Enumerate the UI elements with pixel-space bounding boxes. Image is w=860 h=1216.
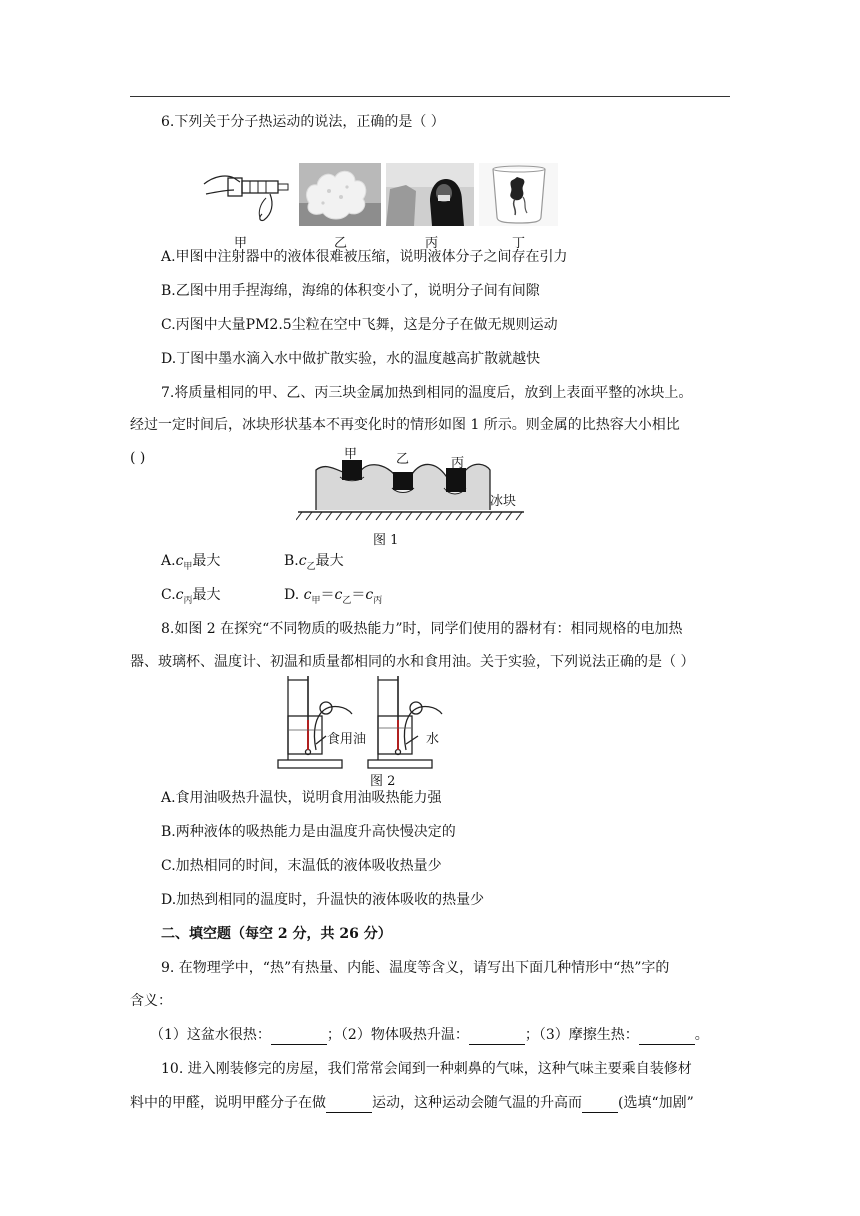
q8-label-water: 水 (426, 732, 440, 747)
q6-option-a: A.甲图中注射器中的液体很难被压缩，说明液体分子之间存在引力 (161, 249, 568, 265)
header-rule (130, 96, 730, 97)
q6-image-ding (479, 163, 558, 226)
q6-image-bing (386, 163, 474, 226)
q7-option-c: $C.c_丙$最大 (161, 587, 221, 606)
q7-option-b: $B.c_乙$最大 (284, 553, 344, 572)
q8-option-d: D.加热到相同的温度时，升温快的液体吸收的热量少 (161, 892, 485, 908)
q8-label-oil: 食用油 (327, 732, 367, 747)
q9-blank-2[interactable] (469, 1030, 525, 1045)
q8-figure-caption: 图 2 (370, 774, 396, 789)
q7-option-d: D. $c_甲=c_乙=c_丙$ (284, 587, 383, 606)
q8-stem-line1: 8.如图 2 在探究“不同物质的吸热能力”时，同学们使用的器材有：相同规格的电加热 (161, 621, 683, 637)
q7-label-jia: 甲 (344, 447, 358, 462)
q10-blank-2[interactable] (582, 1098, 618, 1113)
q7-label-ice: 冰块 (490, 494, 517, 509)
q7-option-a: $A.c_甲$最大 (161, 553, 221, 572)
q7-figure-caption: 图 1 (373, 533, 399, 548)
q6-image-jia (200, 164, 294, 226)
q8-figure-apparatus (272, 670, 482, 774)
q7-label-yi: 乙 (396, 452, 410, 467)
q9-blank-3[interactable] (639, 1030, 695, 1045)
q8-option-b: B.两种液体的吸热能力是由温度升高快慢决定的 (161, 824, 456, 840)
q10-stem-line1: 10. 进入刚装修完的房屋，我们常常会闻到一种刺鼻的气味，这种气味主要乘自装修材 (161, 1061, 692, 1077)
q9-blank-1[interactable] (271, 1030, 327, 1045)
q10-blank-1[interactable] (326, 1098, 372, 1113)
q8-option-a: A.食用油吸热升温快，说明食用油吸热能力强 (161, 790, 442, 806)
q8-stem-line2: 器、玻璃杯、温度计、初温和质量都相同的水和食用油。关于实验，下列说法正确的是（ ） (130, 654, 695, 670)
q7-stem-line1: 7.将质量相同的甲、乙、丙三块金属加热到相同的温度后，放到上表面平整的冰块上。 (161, 385, 693, 401)
q7-stem-line3: ( ) (130, 450, 146, 466)
q9-stem-line1: 9. 在物理学中，“热”有热量、内能、温度等含义，请写出下面几种情形中“热”字的 (161, 960, 670, 976)
q6-caption-jia: 甲 (234, 236, 248, 251)
q7-stem-line2: 经过一定时间后，冰块形状基本不再变化时的情形如图 1 所示。则金属的比热容大小相比 (130, 417, 680, 433)
q6-caption-bing: 丙 (425, 236, 439, 251)
q6-stem: 6.下列关于分子热运动的说法，正确的是（ ） (161, 114, 445, 130)
q6-image-yi (299, 163, 381, 226)
q9-stem-line2: 含义： (130, 993, 172, 1009)
q8-option-c: C.加热相同的时间，末温低的液体吸收热量少 (161, 858, 442, 874)
q6-caption-ding: 丁 (512, 236, 526, 251)
q6-option-b: B.乙图中用手捏海绵，海绵的体积变小了，说明分子间有间隙 (161, 283, 540, 299)
q6-option-c: C.丙图中大量PM2.5尘粒在空中飞舞，这是分子在做无规则运动 (161, 317, 558, 333)
q6-caption-yi: 乙 (334, 236, 348, 251)
q7-label-bing: 丙 (451, 456, 465, 471)
q9-parts: （1）这盆水很热： ；（2）物体吸热升温： ；（3）摩擦生热： 。 (150, 1027, 709, 1043)
q7-figure-ice-block (296, 440, 526, 524)
q6-option-d: D.丁图中墨水滴入水中做扩散实验，水的温度越高扩散就越快 (161, 351, 541, 367)
q10-stem-line2: 料中的甲醛，说明甲醛分子在做 运动，这种运动会随气温的升高而 (选填“加剧” (130, 1095, 694, 1111)
section-title-fill-in: 二、填空题（每空 2 分，共 26 分） (161, 926, 392, 942)
